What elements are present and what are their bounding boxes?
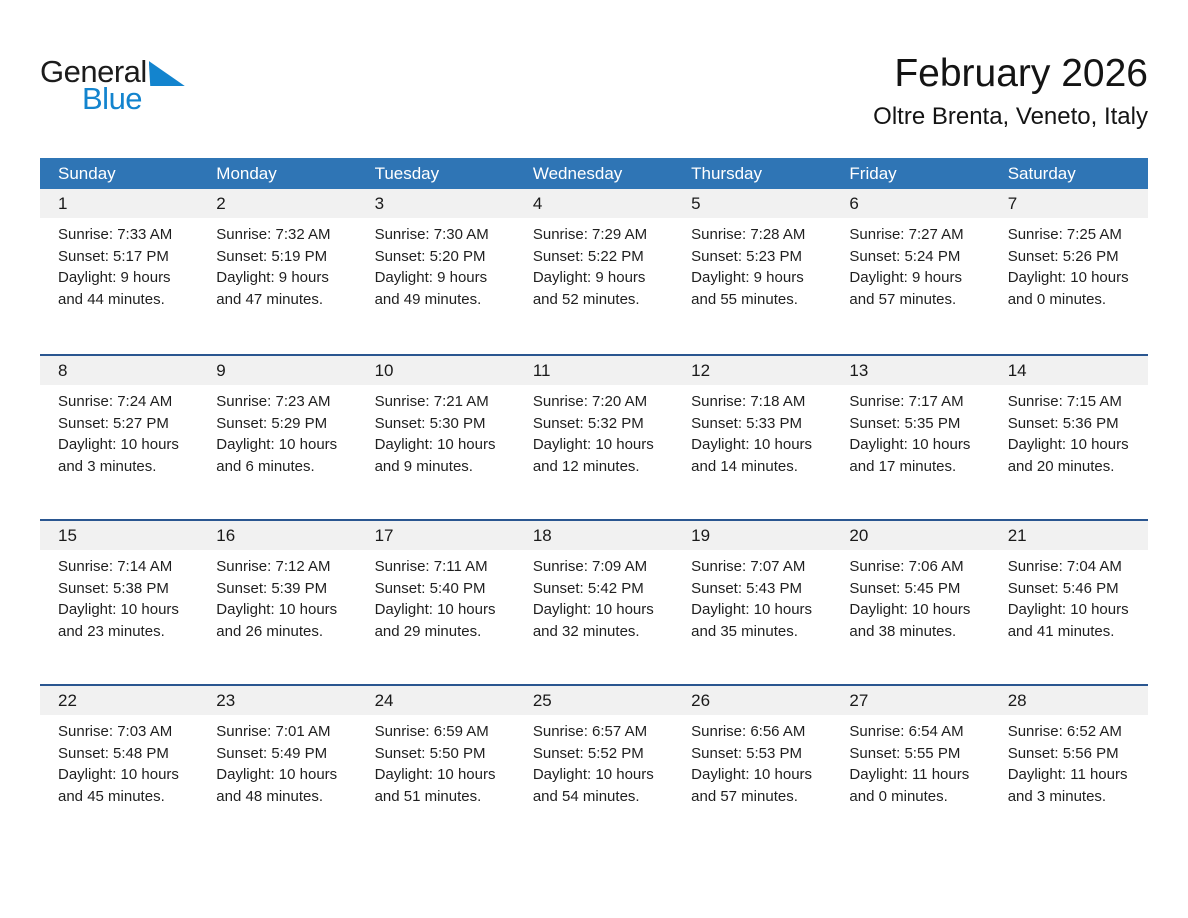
sunset-text: Sunset: 5:24 PM [849, 247, 961, 265]
daylight-text-line1: Daylight: 9 hours [691, 269, 804, 286]
sunrise-text: Sunrise: 6:57 AM [532, 723, 648, 740]
day-number: 14 [990, 356, 1148, 385]
sunset-text: Sunset: 5:40 PM [374, 579, 486, 597]
daylight-text-line2: and 14 minutes. [691, 457, 798, 475]
sunset-text: Sunset: 5:42 PM [532, 579, 644, 597]
day-details [357, 715, 515, 807]
sunset-text: Sunset: 5:53 PM [691, 744, 803, 762]
daylight-text-line1: Daylight: 10 hours [691, 436, 813, 453]
sunset-text: Sunset: 5:52 PM [532, 744, 644, 762]
day-details [515, 385, 673, 477]
daylight-text-line2: and 6 minutes. [216, 457, 315, 475]
daylight-text-line1: Daylight: 10 hours [691, 766, 813, 783]
sunset-text: Sunset: 5:30 PM [374, 414, 486, 432]
daylight-text-line2: and 23 minutes. [58, 622, 165, 640]
day-number: 12 [673, 356, 831, 385]
daylight-text-line1: Daylight: 10 hours [58, 436, 179, 453]
day-details [198, 550, 356, 642]
day-number: 18 [515, 521, 673, 550]
day-cell [831, 189, 989, 354]
day-cell [990, 356, 1148, 519]
daylight-text-line2: and 29 minutes. [374, 622, 482, 640]
daylight-text-line1: Daylight: 10 hours [374, 601, 496, 618]
daylight-text-line2: and 35 minutes. [691, 622, 798, 640]
daylight-text-line1: Daylight: 10 hours [1007, 436, 1129, 453]
daylight-text-line1: Daylight: 9 hours [374, 269, 488, 286]
week-row [40, 519, 1148, 684]
daylight-text-line2: and 3 minutes. [1007, 787, 1107, 805]
day-number: 26 [673, 686, 831, 715]
day-cell [673, 521, 831, 684]
daylight-text-line2: and 9 minutes. [374, 457, 473, 475]
sunset-text: Sunset: 5:56 PM [1007, 744, 1119, 762]
day-details [831, 385, 989, 477]
daylight-text-line2: and 12 minutes. [532, 457, 640, 475]
sunrise-text: Sunrise: 6:56 AM [691, 723, 806, 740]
sunset-text: Sunset: 5:32 PM [532, 414, 644, 432]
day-cell [515, 521, 673, 684]
day-number: 2 [198, 189, 356, 218]
day-number: 6 [831, 189, 989, 218]
daylight-text-line1: Daylight: 10 hours [849, 436, 971, 453]
daylight-text-line2: and 17 minutes. [849, 457, 957, 475]
week-row [40, 189, 1148, 354]
day-cell [515, 686, 673, 849]
sunrise-text: Sunrise: 7:25 AM [1007, 226, 1122, 243]
sunrise-text: Sunrise: 7:11 AM [374, 558, 488, 575]
daylight-text-line1: Daylight: 10 hours [1007, 269, 1129, 286]
sunset-text: Sunset: 5:35 PM [849, 414, 961, 432]
daylight-text-line1: Daylight: 11 hours [849, 766, 970, 783]
day-details [198, 385, 356, 477]
daylight-text-line2: and 0 minutes. [1007, 290, 1107, 308]
title-block [873, 42, 1148, 135]
sunset-text: Sunset: 5:19 PM [216, 247, 328, 265]
sunset-text: Sunset: 5:50 PM [374, 744, 486, 762]
daylight-text-line1: Daylight: 10 hours [374, 766, 496, 783]
sunrise-text: Sunrise: 7:09 AM [532, 558, 648, 575]
day-cell [357, 686, 515, 849]
day-number: 16 [198, 521, 356, 550]
sunrise-text: Sunrise: 7:01 AM [216, 723, 331, 740]
sunset-text: Sunset: 5:46 PM [1007, 579, 1119, 597]
daylight-text-line1: Daylight: 10 hours [216, 601, 338, 618]
sunset-text: Sunset: 5:36 PM [1007, 414, 1119, 432]
weekday-header-row [40, 158, 1148, 189]
sunset-text: Sunset: 5:29 PM [216, 414, 328, 432]
sunset-text: Sunset: 5:39 PM [216, 579, 328, 597]
day-details [990, 218, 1148, 310]
day-number: 23 [198, 686, 356, 715]
day-cell [40, 686, 198, 849]
day-cell [40, 189, 198, 354]
sunrise-text: Sunrise: 6:52 AM [1007, 723, 1122, 740]
day-details [40, 385, 198, 477]
daylight-text-line1: Daylight: 10 hours [374, 436, 496, 453]
day-number: 13 [831, 356, 989, 385]
sunrise-text: Sunrise: 7:12 AM [216, 558, 331, 575]
day-cell [990, 521, 1148, 684]
day-number: 27 [831, 686, 989, 715]
calendar [40, 158, 1148, 849]
week-row [40, 354, 1148, 519]
sunset-text: Sunset: 5:33 PM [691, 414, 803, 432]
day-details [357, 550, 515, 642]
day-cell [357, 521, 515, 684]
sunset-text: Sunset: 5:17 PM [58, 247, 169, 265]
day-number: 9 [198, 356, 356, 385]
sunrise-text: Sunrise: 7:23 AM [216, 393, 331, 410]
daylight-text-line1: Daylight: 10 hours [532, 766, 654, 783]
weekday-header-tuesday: Tuesday [374, 164, 440, 183]
daylight-text-line2: and 20 minutes. [1007, 457, 1115, 475]
sunset-text: Sunset: 5:45 PM [849, 579, 961, 597]
daylight-text-line2: and 44 minutes. [58, 290, 165, 308]
sunset-text: Sunset: 5:49 PM [216, 744, 328, 762]
sunset-text: Sunset: 5:22 PM [532, 247, 644, 265]
day-details [831, 715, 989, 807]
day-cell [831, 356, 989, 519]
day-cell [357, 356, 515, 519]
day-number: 25 [515, 686, 673, 715]
daylight-text-line2: and 54 minutes. [532, 787, 640, 805]
sunrise-text: Sunrise: 7:17 AM [849, 393, 964, 410]
day-number: 11 [515, 356, 673, 385]
daylight-text-line2: and 3 minutes. [58, 457, 157, 475]
logo-text-general: General [40, 54, 147, 89]
sunset-text: Sunset: 5:23 PM [691, 247, 803, 265]
sunrise-text: Sunrise: 6:54 AM [849, 723, 964, 740]
day-details [673, 715, 831, 807]
daylight-text-line1: Daylight: 10 hours [216, 436, 338, 453]
day-number: 20 [831, 521, 989, 550]
day-details [515, 218, 673, 310]
daylight-text-line1: Daylight: 10 hours [532, 601, 654, 618]
daylight-text-line2: and 38 minutes. [849, 622, 957, 640]
weekday-header-sunday: Sunday [58, 164, 116, 183]
daylight-text-line2: and 49 minutes. [374, 290, 482, 308]
day-number: 17 [357, 521, 515, 550]
day-details [198, 715, 356, 807]
day-cell [515, 189, 673, 354]
location-subtitle: Oltre Brenta, Veneto, Italy [873, 102, 1148, 130]
daylight-text-line1: Daylight: 9 hours [58, 269, 171, 286]
logo-text-blue: Blue [82, 81, 143, 116]
day-cell [198, 521, 356, 684]
day-details [515, 550, 673, 642]
day-details [990, 715, 1148, 807]
day-details [515, 715, 673, 807]
day-cell [40, 521, 198, 684]
sunrise-text: Sunrise: 7:32 AM [216, 226, 331, 243]
day-cell [673, 356, 831, 519]
daylight-text-line2: and 57 minutes. [691, 787, 798, 805]
day-number: 1 [40, 189, 198, 218]
day-details [40, 218, 198, 310]
sunrise-text: Sunrise: 7:14 AM [58, 558, 173, 575]
daylight-text-line1: Daylight: 10 hours [58, 766, 179, 783]
day-number: 28 [990, 686, 1148, 715]
sunset-text: Sunset: 5:48 PM [58, 744, 169, 762]
day-cell [673, 686, 831, 849]
sunrise-text: Sunrise: 7:29 AM [532, 226, 648, 243]
sunset-text: Sunset: 5:55 PM [849, 744, 961, 762]
sunset-text: Sunset: 5:27 PM [58, 414, 169, 432]
sunset-text: Sunset: 5:38 PM [58, 579, 169, 597]
day-cell [990, 686, 1148, 849]
sunrise-text: Sunrise: 6:59 AM [374, 723, 489, 740]
day-cell [515, 356, 673, 519]
day-cell [40, 356, 198, 519]
sunset-text: Sunset: 5:20 PM [374, 247, 486, 265]
daylight-text-line2: and 48 minutes. [216, 787, 324, 805]
day-details [831, 218, 989, 310]
sunrise-text: Sunrise: 7:18 AM [691, 393, 806, 410]
day-number: 19 [673, 521, 831, 550]
daylight-text-line2: and 26 minutes. [216, 622, 324, 640]
daylight-text-line1: Daylight: 10 hours [532, 436, 654, 453]
weekday-header-monday: Monday [216, 164, 277, 183]
daylight-text-line1: Daylight: 11 hours [1007, 766, 1128, 783]
day-details [198, 218, 356, 310]
sunrise-text: Sunrise: 7:27 AM [849, 226, 964, 243]
day-number: 15 [40, 521, 198, 550]
daylight-text-line2: and 52 minutes. [532, 290, 640, 308]
day-number: 8 [40, 356, 198, 385]
daylight-text-line1: Daylight: 9 hours [216, 269, 329, 286]
sunrise-text: Sunrise: 7:33 AM [58, 226, 173, 243]
day-details [673, 218, 831, 310]
day-cell [990, 189, 1148, 354]
day-details [990, 550, 1148, 642]
day-cell [831, 521, 989, 684]
daylight-text-line2: and 41 minutes. [1007, 622, 1115, 640]
day-number: 4 [515, 189, 673, 218]
masthead [0, 0, 1188, 158]
week-row [40, 684, 1148, 849]
daylight-text-line1: Daylight: 10 hours [58, 601, 179, 618]
sunrise-text: Sunrise: 7:06 AM [849, 558, 964, 575]
sunrise-text: Sunrise: 7:20 AM [532, 393, 648, 410]
sunset-text: Sunset: 5:43 PM [691, 579, 803, 597]
calendar-weeks [40, 189, 1148, 849]
day-number: 7 [990, 189, 1148, 218]
daylight-text-line1: Daylight: 9 hours [849, 269, 962, 286]
daylight-text-line2: and 57 minutes. [849, 290, 957, 308]
general-blue-logo [40, 42, 185, 114]
day-cell [831, 686, 989, 849]
weekday-header-thursday: Thursday [691, 164, 763, 183]
day-cell [198, 686, 356, 849]
weekday-header-wednesday: Wednesday [532, 164, 623, 183]
sunrise-text: Sunrise: 7:15 AM [1007, 393, 1122, 410]
daylight-text-line1: Daylight: 9 hours [532, 269, 646, 286]
day-number: 3 [357, 189, 515, 218]
day-details [673, 550, 831, 642]
sunrise-text: Sunrise: 7:28 AM [691, 226, 806, 243]
weekday-header-saturday: Saturday [1007, 164, 1076, 183]
daylight-text-line2: and 45 minutes. [58, 787, 165, 805]
day-number: 24 [357, 686, 515, 715]
sunrise-text: Sunrise: 7:03 AM [58, 723, 173, 740]
daylight-text-line2: and 0 minutes. [849, 787, 948, 805]
daylight-text-line2: and 47 minutes. [216, 290, 324, 308]
day-number: 5 [673, 189, 831, 218]
daylight-text-line2: and 32 minutes. [532, 622, 640, 640]
day-details [357, 385, 515, 477]
day-details [831, 550, 989, 642]
daylight-text-line1: Daylight: 10 hours [691, 601, 813, 618]
day-cell [198, 189, 356, 354]
day-cell [357, 189, 515, 354]
day-cell [673, 189, 831, 354]
sunset-text: Sunset: 5:26 PM [1007, 247, 1119, 265]
day-details [40, 550, 198, 642]
sunrise-text: Sunrise: 7:30 AM [374, 226, 489, 243]
daylight-text-line2: and 55 minutes. [691, 290, 798, 308]
day-details [357, 218, 515, 310]
day-number: 22 [40, 686, 198, 715]
daylight-text-line1: Daylight: 10 hours [216, 766, 338, 783]
day-cell [198, 356, 356, 519]
sunrise-text: Sunrise: 7:21 AM [374, 393, 489, 410]
weekday-header-friday: Friday [849, 164, 897, 183]
day-number: 21 [990, 521, 1148, 550]
sunrise-text: Sunrise: 7:07 AM [691, 558, 806, 575]
day-details [673, 385, 831, 477]
daylight-text-line1: Daylight: 10 hours [1007, 601, 1129, 618]
day-details [990, 385, 1148, 477]
day-details [40, 715, 198, 807]
daylight-text-line2: and 51 minutes. [374, 787, 482, 805]
sunrise-text: Sunrise: 7:24 AM [58, 393, 173, 410]
page-title: February 2026 [894, 52, 1148, 95]
daylight-text-line1: Daylight: 10 hours [849, 601, 971, 618]
sunrise-text: Sunrise: 7:04 AM [1007, 558, 1122, 575]
day-number: 10 [357, 356, 515, 385]
